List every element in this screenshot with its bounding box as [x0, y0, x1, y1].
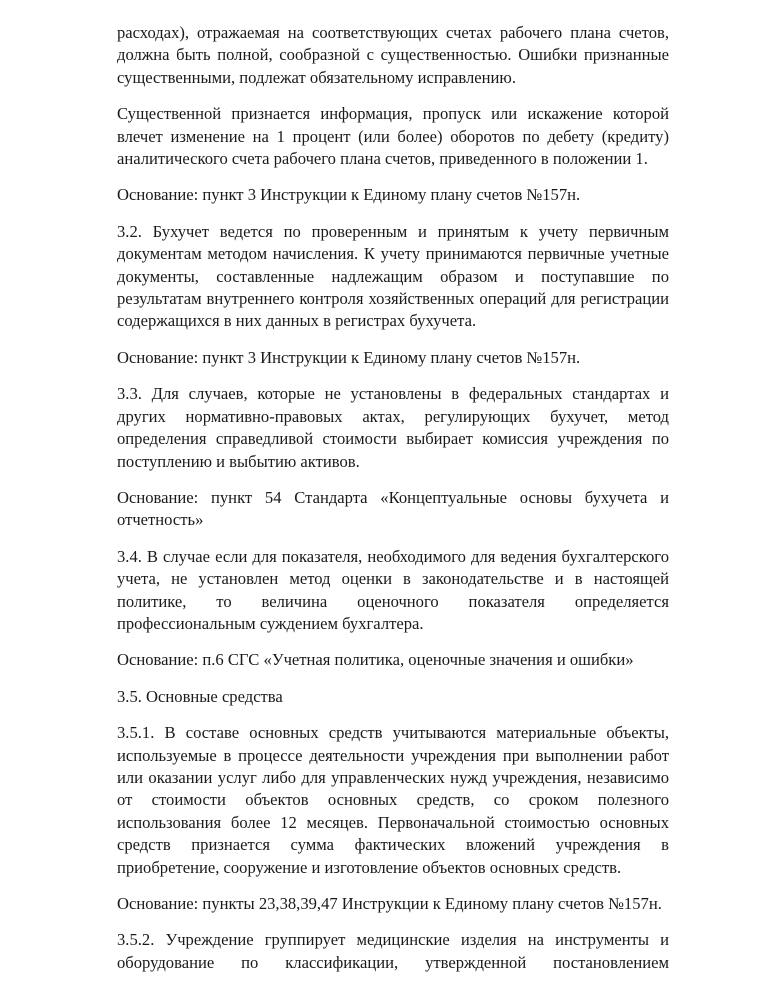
paragraph-3-5-1 — [117, 722, 669, 879]
paragraph-3-2 — [117, 221, 669, 333]
text-line: 3.5.1. В составе основных средств учитываются материальные объекты, — [117, 723, 669, 743]
basis-reference-standard — [117, 487, 669, 532]
basis-reference — [117, 649, 669, 671]
document-page — [117, 22, 669, 988]
text-line: Существенной признается информация, пропуск или искажение которой — [117, 104, 669, 124]
section-heading-fixed-assets — [117, 686, 669, 708]
basis-reference — [117, 347, 669, 369]
text-line: влечет изменение на 1 процент (или более) оборотов по дебету (кредиту) — [117, 126, 669, 146]
text-line: Основание: пункт 3 Инструкции к Единому плану счетов №157н. — [117, 347, 581, 367]
text-line: приобретение, сооружение и изготовление объектов основных средств. — [117, 857, 622, 877]
text-line: результатам внутреннего контроля хозяйственных операций для регистрации — [117, 289, 669, 309]
text-line: учета, не установлен метод оценки в законодательстве и в настоящей — [117, 569, 669, 589]
text-line: или оказании услуг либо для управленческих нужд учреждения, независимо — [117, 767, 669, 787]
text-line: Основание: пункты 23,38,39,47 Инструкции к Единому плану счетов №157н. — [117, 894, 662, 913]
paragraph-materiality-definition — [117, 103, 669, 170]
text-line: профессиональным суждением бухгалтера. — [117, 613, 424, 633]
basis-reference — [117, 893, 669, 915]
paragraph-3-5-2 — [117, 929, 669, 974]
paragraph-3-4 — [117, 546, 669, 636]
text-line: 3.5.2. Учреждение группирует медицинские изделия на инструменты и — [117, 930, 669, 950]
text-line: документам методом начисления. К учету принимаются первичные учетные — [117, 244, 669, 264]
text-line: 3.4. В случае если для показателя, необходимого для ведения бухгалтерского — [117, 546, 669, 566]
text-line: расходах), отражаемая на соответствующих счетах рабочего плана счетов, — [117, 23, 669, 42]
basis-reference — [117, 184, 669, 206]
text-line: Основание: пункт 3 Инструкции к Единому плану счетов №157н. — [117, 185, 581, 205]
text-line: содержащихся в них данных в регистрах бухучета. — [117, 311, 477, 331]
text-line: политике, то величина оценочного показателя определяется — [117, 591, 669, 611]
text-line: отчетность» — [117, 510, 204, 530]
text-line: 3.3. Для случаев, которые не установлены в федеральных стандартах и — [117, 384, 669, 404]
paragraph-3-3 — [117, 383, 669, 473]
text-line: 3.2. Бухучет ведется по проверенным и принятым к учету первичным — [117, 221, 669, 241]
text-line: определения справедливой стоимости выбирает комиссия учреждения по — [117, 429, 669, 449]
text-line: документы, составленные надлежащим образом и поступавшие по — [117, 266, 669, 286]
text-line: оборудование по классификации, утвержденной постановлением — [117, 952, 669, 972]
text-line: Основание: п.6 СГС «Учетная политика, оценочные значения и ошибки» — [117, 650, 634, 670]
text-line: других нормативно-правовых актах, регулирующих бухучет, метод — [117, 406, 669, 426]
text-line: Основание: пункт 54 Стандарта «Концептуальные основы бухучета и — [117, 487, 669, 507]
text-line: поступлению и выбытию активов. — [117, 451, 360, 471]
text-line: использования более 12 месяцев. Первоначальной стоимостью основных — [117, 812, 669, 832]
text-line: аналитического счета рабочего плана счетов, приведенного в положении 1. — [117, 149, 648, 169]
text-line: 3.5. Основные средства — [117, 686, 283, 706]
text-line: должна быть полной, сообразной с существенностью. Ошибки признанные — [117, 45, 669, 65]
text-line: используемые в процессе деятельности учреждения при выполнении работ — [117, 745, 669, 765]
text-line: средств признается сумма фактических вложений учреждения в — [117, 835, 669, 855]
text-line: от стоимости объектов основных средств, со сроком полезного — [117, 790, 669, 810]
text-line: существенными, подлежат обязательному исправлению. — [117, 67, 516, 87]
paragraph-materiality-requirement — [117, 22, 669, 89]
